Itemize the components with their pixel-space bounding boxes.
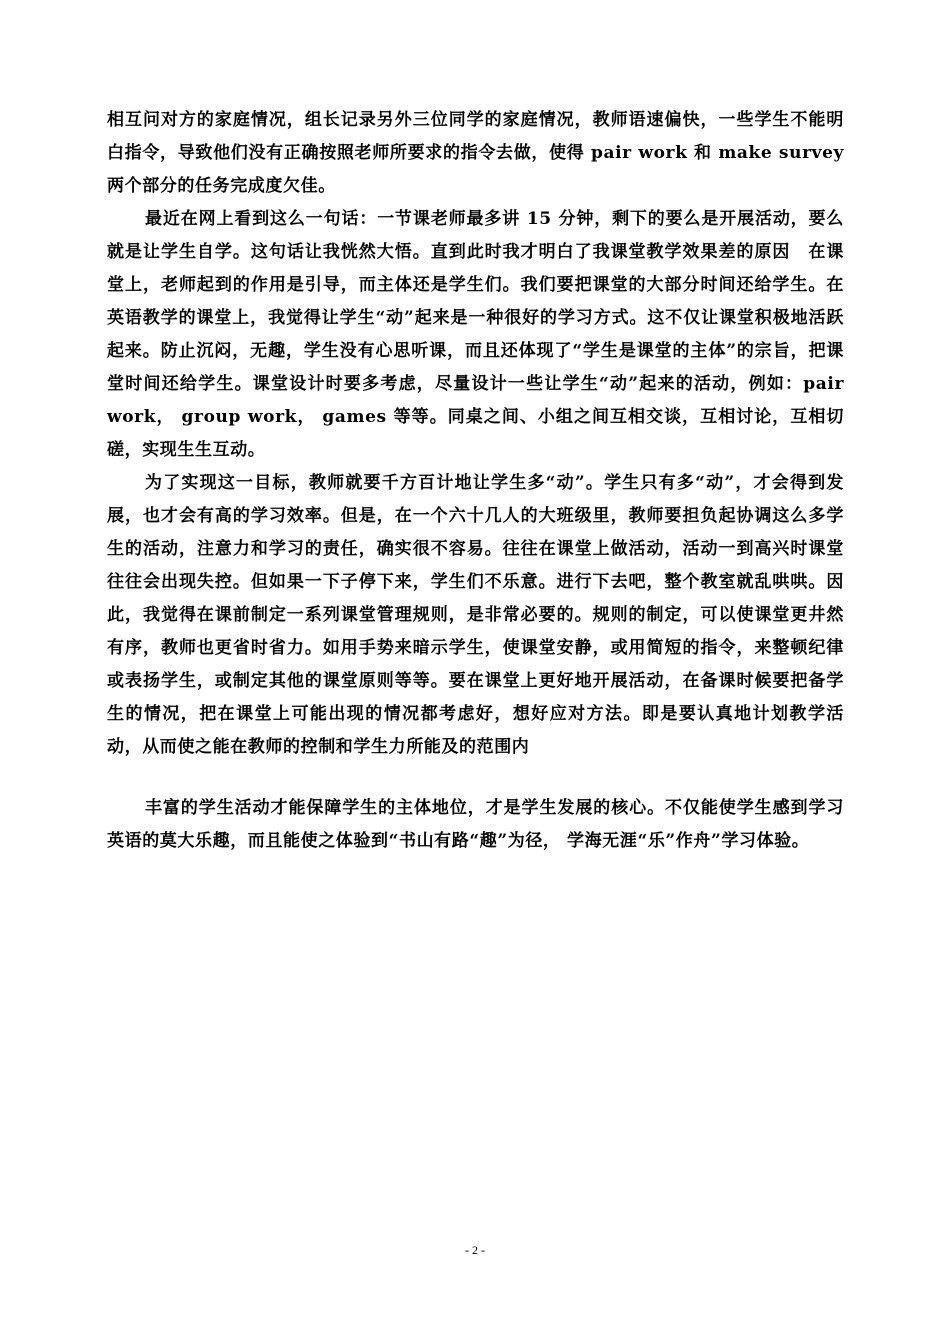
page-number: - 2 - [465,1243,485,1257]
paragraph-gap [107,764,844,792]
paragraph-3: 为了实现这一目标，教师就要千方百计地让学生多“动”。学生只有多“动”，才会得到发展，也才会有高的学习效率。但是，在一个六十几人的大班级里，教师要担负起协调这么多学生的活动，注意力和学习的责任，确实很不容易。往往在课堂上做活动，活动一到高兴时课堂往往会出现失控。但如果一下子停下来，学生们不乐意。进行下去吧，整个教室就乱哄哄。因此，我觉得在课前制定一系列课堂管理规则，是非常必要的。规则的制定，可以使课堂更井然有序，教师也更省时省力。如用手势来暗示学生，使课堂安静，或用简短的指令，来整顿纪律或表扬学生，或制定其他的课堂原则等等。要在课堂上更好地开展活动，在备课时候要把备学生的情况，把在课堂上可能出现的情况都考虑好，想好应对方法。即是要认真地计划教学活动，从而使之能在教师的控制和学生力所能及的范围内 [107,473,844,757]
paragraph-1: 相互问对方的家庭情况，组长记录另外三位同学的家庭情况，教师语速偏快，一些学生不能明白指令，导致他们没有正确按照老师所要求的指令去做，使得 pair work 和 make survey 两个部分的任务完成度欠佳。 [107,110,844,196]
paragraph-4: 丰富的学生活动才能保障学生的主体地位，才是学生发展的核心。不仅能使学生感到学习英语的莫大乐趣，而且能使之体验到“书山有路“趣”为径， 学海无涯“乐”作舟”学习体验。 [107,798,844,851]
document-body [107,104,844,858]
paragraph-2: 最近在网上看到这么一句话：一节课老师最多讲 15 分钟，剩下的要么是开展活动，要么就是让学生自学。这句话让我恍然大悟。直到此时我才明白了我课堂教学效果差的原因 在课堂上，老师起到的作用是引导，而主体还是学生们。我们要把课堂的大部分时间还给学生。在英语教学的课堂上，我觉得让学生“动”起来是一种很好的学习方式。这不仅让课堂积极地活跃起来。防止沉闷，无趣，学生没有心思听课，而且还体现了“学生是课堂的主体”的宗旨，把课堂时间还给学生。课堂设计时要多考虑，尽量设计一些让学生“动”起来的活动，例如：pair work， group work， games 等等。同桌之间、小组之间互相交谈，互相讨论，互相切磋，实现生生互动。 [107,209,844,460]
